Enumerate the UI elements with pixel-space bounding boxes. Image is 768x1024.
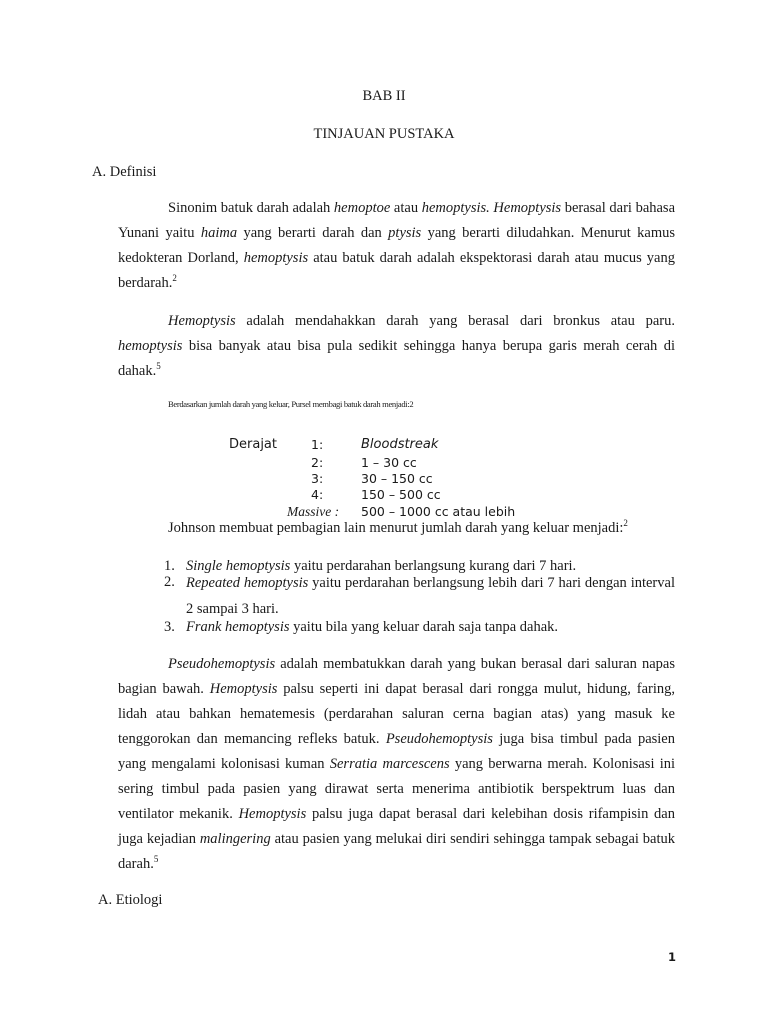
section-heading-etiologi: A. Etiologi <box>98 892 163 908</box>
grade-key: 4: <box>311 487 324 502</box>
grade-key-massive: Massive : <box>287 504 340 519</box>
johnson-classification-list <box>164 558 675 638</box>
grade-key: 2: <box>311 455 324 470</box>
paragraph-synonym: Sinonim batuk darah adalah hemoptoe atau hemoptysis. Hemoptysis berasal dari bahasa Yunani yaitu haima yang berarti darah dan ptysis yang berarti diludahkan. Menurut kamus kedokteran Dorland, hemoptysis atau batuk darah adalah ekspektorasi darah atau mucus yang berdarah.$^2$ <box>118 200 676 291</box>
grade-key: 1: <box>311 437 324 452</box>
grade-value: 1 – 30 cc <box>361 455 417 470</box>
paragraph-pseudohemoptysis: Pseudohemoptysis adalah membatukkan darah yang bukan berasal dari saluran napas bagian bawah. Hemoptysis palsu seperti ini dapat berasal dari rongga mulut, hidung, faring, lidah atau bahkan hematemesis (perdarahan saluran cerna bagian atas) yang masuk ke tenggorokan dan memancing refleks batuk. Pseudohemoptysis juga bisa timbul pada pasien yang mengalami kolonisasi kuman Serratia marcescens yang berwarna merah. Kolonisasi ini sering timbul pada pasien yang dirawat serta menerima antibiotik berspektrum luas dan ventilator mekanik. Hemoptysis palsu juga dapat berasal dari kelebihan dosis rifampisin dan juga kejadian malingering atau pasien yang melukai diri sendiri sehingga tampak sebagai batuk darah.$^5$ <box>118 656 675 872</box>
grade-value: 150 – 500 cc <box>361 487 441 502</box>
grade-table <box>0 437 768 523</box>
grade-value: 500 – 1000 cc atau lebih <box>361 504 516 519</box>
chapter-label: BAB II <box>362 88 406 104</box>
list-item: 1. Single hemoptysis yaitu perdarahan berlangsung kurang dari 7 hari. <box>164 558 577 574</box>
grade-value: Bloodstreak <box>361 437 439 452</box>
paragraph-definition: Hemoptysis adalah mendahakkan darah yang berasal dari bronkus atau paru. hemoptysis bisa banyak atau bisa pula sedikit sehingga hanya berupa garis merah cerah di dahak.$^5$ <box>118 313 675 379</box>
section-heading-definisi: A. Definisi <box>92 164 157 180</box>
grade-value: 30 – 150 cc <box>361 471 433 486</box>
page-number: 1 <box>668 950 677 964</box>
list-item: 2. Repeated hemoptysis yaitu perdarahan berlangsung lebih dari 7 hari dengan interval 2 sampai 3 hari. <box>164 574 675 617</box>
pursel-classification-note: Berdasarkan jumlah darah yang keluar, Pursel membagi batuk darah menjadi:2 <box>168 399 414 409</box>
list-item: 3. Frank hemoptysis yaitu bila yang keluar darah saja tanpa dahak. <box>164 619 559 635</box>
grade-label: Derajat <box>229 437 277 452</box>
grade-key: 3: <box>311 471 324 486</box>
johnson-intro: Johnson membuat pembagian lain menurut jumlah darah yang keluar menjadi:$^2$ <box>168 518 628 536</box>
chapter-title: TINJAUAN PUSTAKA <box>313 126 455 142</box>
